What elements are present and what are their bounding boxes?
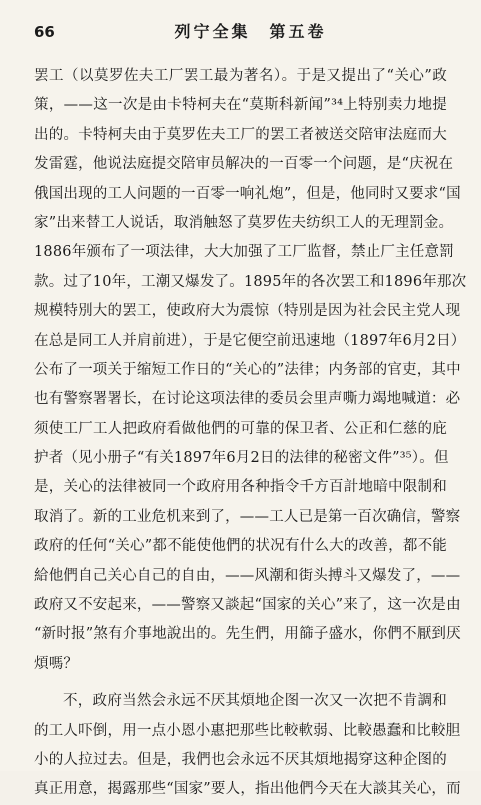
running-title: 列宁全集 第五卷 <box>174 22 327 41</box>
text-line: 须使工厂工人把政府看做他們的可靠的保卫者、公正和仁慈的庇 <box>34 420 447 437</box>
text-line: 家”出来替工人说话，取消触怒了莫罗佐夫纺织工人的无理罰金。 <box>34 214 454 231</box>
text-line: 1886年颁布了一项法律，大大加强了工厂监督，禁止厂主任意罰 <box>34 244 454 261</box>
text-line: 在总是同工人并肩前进），于是它便空前迅速地（1897年6月2日） <box>34 332 466 349</box>
text-line: 款。过了10年，工潮又爆发了。1895年的各次罢工和1896年那次 <box>34 273 467 290</box>
text-line: 罢工（以莫罗佐夫工厂罢工最为著名）。于是又提出了“关心”政 <box>34 68 447 84</box>
text-line: 的工人吓倒，用一点小恩小惠把那些比較軟弱、比較愚蠢和比較胆 <box>34 722 461 739</box>
text-line: 护者（见小册子“有关1897年6月2日的法律的秘密文件”³⁵）。但 <box>34 450 449 467</box>
text-line: 发雷霆，他说法庭提交陪审员解决的一百零一个问题，是“庆祝在 <box>34 156 454 173</box>
text-line: “新时报”煞有介事地說出的。先生們，用篩子盛水，你們不厭到厌 <box>34 626 461 643</box>
text-line: 取消了。新的工业危机来到了，——工人已是第一百次确信，警察 <box>34 508 461 525</box>
text-line: 真正用意，揭露那些“国家”要人，指出他們今天在大談其关心，而 <box>34 781 461 798</box>
paragraph-gap <box>34 679 447 687</box>
text-line: 出的。卡特柯夫由于莫罗佐夫工厂的罢工者被送交陪审法庭而大 <box>34 126 447 143</box>
text-line: 政府的任何“关心”都不能使他們的状况有什么大的改善，都不能 <box>34 538 447 555</box>
text-line: 給他們自己关心自己的自由，——风潮和街头搏斗又爆发了，—— <box>34 567 461 584</box>
paragraph <box>34 687 461 805</box>
text-line: 小的人拉过去。但是，我們也会永远不厌其煩地揭穿这种企图的 <box>34 751 447 768</box>
page-number: 66 <box>34 23 55 41</box>
paragraph <box>34 62 467 679</box>
text-line: 是，关心的法律被同一个政府用各种指令千方百計地暗中限制和 <box>34 479 447 496</box>
page-header <box>34 22 447 42</box>
text-line: 俄国出现的工人问题的一百零一响礼炮”，但是，他同时又要求“国 <box>34 185 461 202</box>
text-line: 公布了一项关于缩短工作日的“关心的”法律；内务部的官吏，其中 <box>34 361 461 378</box>
text-line: 政府又不安起来，——警察又談起“国家的关心”来了，这一次是由 <box>34 597 461 614</box>
text-line: 规模特別大的罢工，使政府大为震惊（特別是因为社会民主党人现 <box>34 303 461 320</box>
body-text <box>34 62 467 805</box>
text-line: 不，政府当然会永远不厌其煩地企图一次又一次把不肯調和 <box>63 693 447 710</box>
text-line: 策，——这一次是由卡特柯夫在“莫斯科新闻”³⁴上特别卖力地提 <box>34 97 447 114</box>
text-line: 煩嗎？ <box>34 655 79 672</box>
text-line: 也有警察署署长，在讨论这项法律的委员会里声嘶力竭地喊道：必 <box>34 391 461 408</box>
